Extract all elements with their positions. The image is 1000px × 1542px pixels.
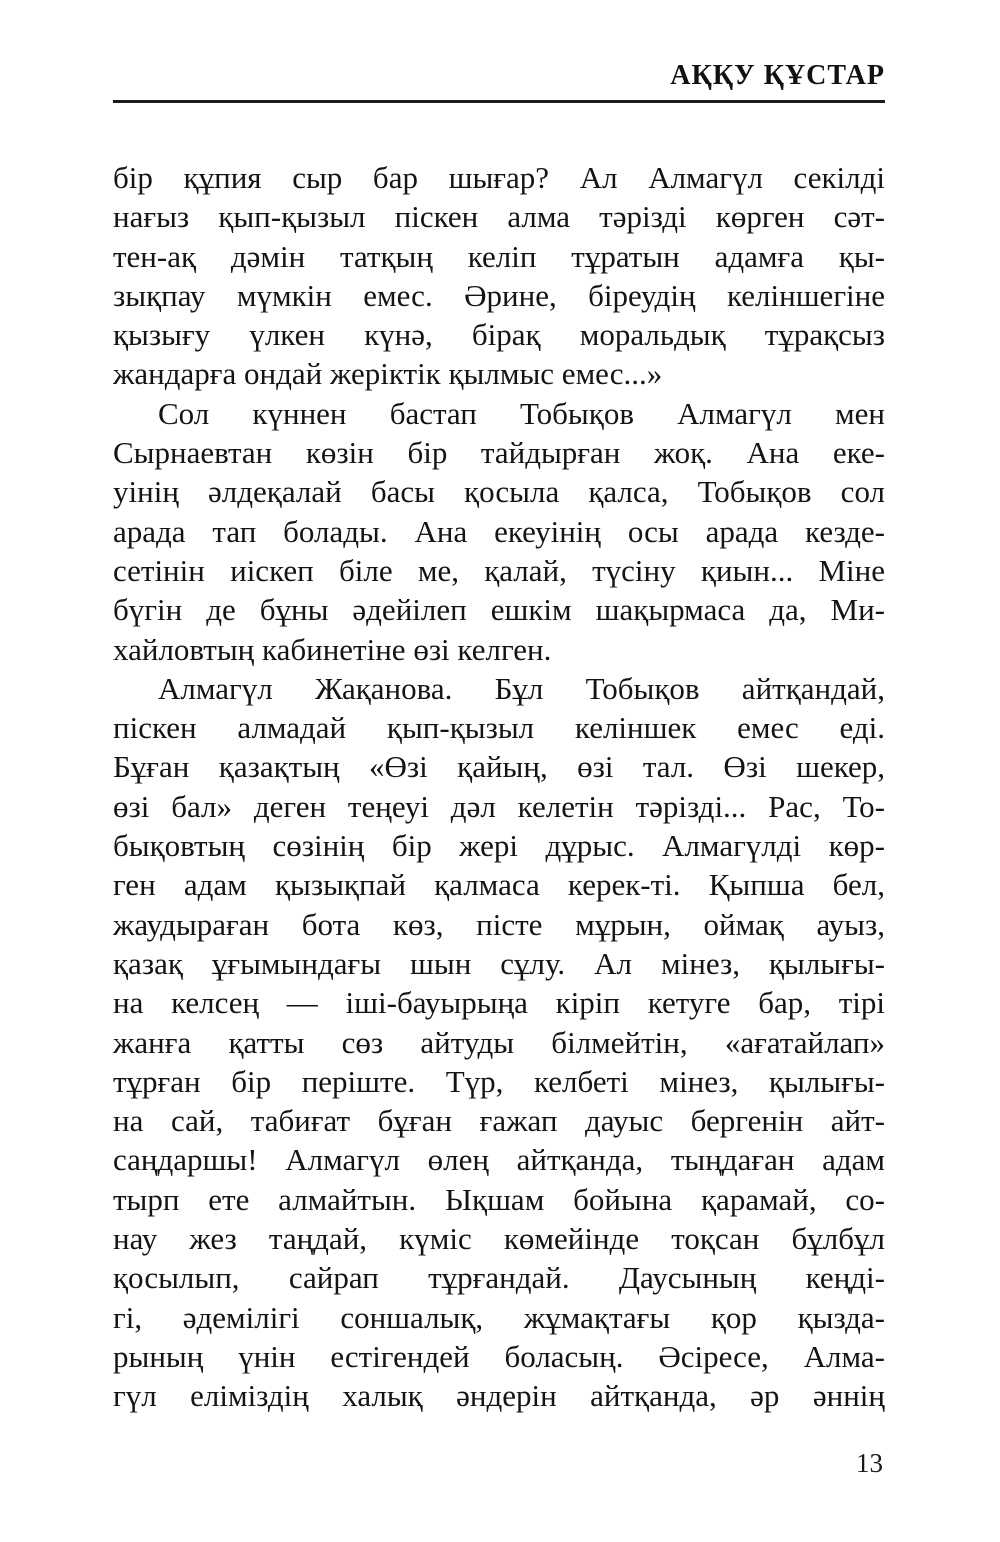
text-line: гүл еліміздің халық әндерін айтқанда, әр әннің: [113, 1378, 885, 1414]
text-line: өзі бал» деген теңеуі дәл келетін тәрізді... Рас, То-: [113, 788, 885, 824]
text-line: тен-ақ дәмін татқың келіп тұратын адамға қы-: [113, 238, 885, 274]
paragraph: [113, 669, 885, 1416]
text-line: піскен алмадай қып-қызыл келіншек емес еді.: [113, 710, 885, 746]
text-line: уінің әлдеқалай басы қосыла қалса, Тобықов сол: [113, 474, 885, 510]
page-text: [113, 158, 885, 1416]
text-line: Сол күннен бастап Тобықов Алмагүл мен: [158, 395, 885, 431]
paragraph: [113, 158, 885, 394]
text-line: на сай, табиғат бұған ғажап дауыс бергенін айт-: [113, 1103, 885, 1139]
text-line: хайловтың кабинетіне өзі келген.: [113, 631, 552, 667]
page-number: 13: [856, 1448, 883, 1478]
text-line: жаудыраған бота көз, пісте мұрын, оймақ ауыз,: [113, 906, 885, 942]
text-line: сетінін иіскеп біле ме, қалай, түсіну қиын... Міне: [113, 552, 885, 588]
text-line: рының үнін естігендей боласың. Әсіресе, Алма-: [113, 1338, 885, 1374]
text-line: бүгін де бұны әдейілеп ешкім шақырмаса да, Ми-: [113, 592, 885, 628]
text-line: саңдаршы! Алмагүл өлең айтқанда, тыңдаған адам: [113, 1142, 885, 1178]
text-line: бықовтың сөзінің бір жері дұрыс. Алмагүлді көр-: [113, 828, 885, 864]
text-line: Алмагүл Жақанова. Бұл Тобықов айтқандай,: [158, 670, 885, 706]
text-line: арада тап болады. Ана екеуінің осы арада кезде-: [113, 513, 885, 549]
text-line: жандарға ондай жеріктік қылмыс емес...»: [113, 356, 663, 392]
text-line: қосылып, сайрап тұрғандай. Даусының кеңді-: [113, 1260, 885, 1296]
text-line: тұрған бір періште. Түр, келбеті мінез, қылығы-: [113, 1063, 885, 1099]
text-line: нау жез таңдай, күміс көмейінде тоқсан бұлбұл: [113, 1221, 885, 1257]
paragraph: [113, 394, 885, 669]
text-line: қызығу үлкен күнә, бірақ моральдық тұрақсыз: [113, 317, 885, 353]
text-line: гі, әдемілігі соншалық, жұмақтағы қор қызда-: [113, 1299, 885, 1335]
text-line: нағыз қып-қызыл піскен алма тәрізді көрген сәт-: [113, 199, 885, 235]
text-line: Бұған қазақтың «Өзі қайың, өзі тал. Өзі шекер,: [113, 749, 885, 785]
running-header-title: АҚҚУ ҚҰСТАР: [670, 60, 885, 91]
text-line: Сырнаевтан көзін бір тайдырған жоқ. Ана еке-: [113, 435, 885, 471]
text-line: тырп ете алмайтын. Ықшам бойына қарамай, со-: [113, 1181, 885, 1217]
header-rule: [113, 100, 885, 103]
text-line: бір құпия сыр бар шығар? Ал Алмагүл секілді: [113, 160, 885, 195]
text-line: ген адам қызықпай қалмаса керек-ті. Қыпша бел,: [113, 867, 885, 903]
text-line: зықпау мүмкін емес. Әрине, біреудің келіншегіне: [113, 277, 885, 313]
text-line: на келсең — іші-бауырыңа кіріп кетуге бар, тірі: [113, 985, 885, 1021]
text-line: қазақ ұғымындағы шын сұлу. Ал мінез, қылығы-: [113, 945, 885, 981]
text-line: жанға қатты сөз айтуды білмейтін, «ағатайлап»: [113, 1024, 885, 1060]
